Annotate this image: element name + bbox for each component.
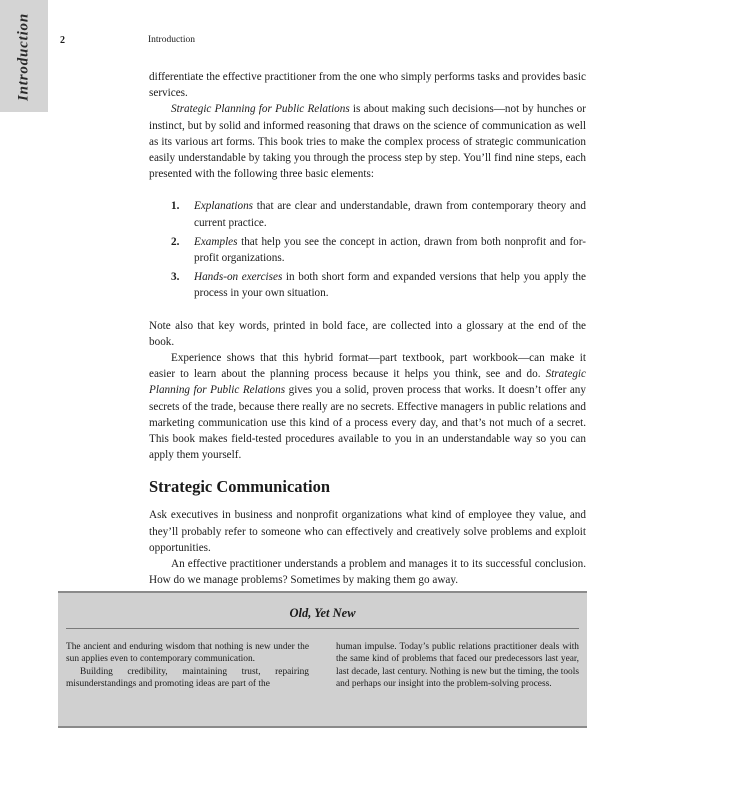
sidebar-title: Old, Yet New bbox=[289, 606, 356, 620]
book-title: Strategic Planning for Public Relations bbox=[171, 103, 350, 116]
body-paragraph-2 bbox=[149, 101, 586, 182]
side-tab-label: Introduction bbox=[15, 13, 32, 101]
list-item-term: Hands-on exercises bbox=[194, 271, 283, 284]
body-paragraph-4-lead: Experience shows that this hybrid format—part textbook, part workbook—can make it easier to learn about the planning process because it helps you think, see and do. bbox=[149, 352, 586, 381]
running-head: Introduction bbox=[148, 35, 195, 45]
list-item-term: Explanations bbox=[194, 200, 254, 213]
list-item-term: Examples bbox=[194, 235, 238, 248]
list-item bbox=[171, 198, 586, 230]
sidebar-column-right bbox=[336, 641, 579, 691]
section-heading: Strategic Communication bbox=[149, 477, 331, 497]
list-item-text: that help you see the concept in action, drawn from both nonprofit and for-profit organizations. bbox=[194, 235, 586, 265]
list-item-text: in both short form and expanded versions that help you apply the process in your own situation. bbox=[194, 271, 586, 300]
body-paragraph-5: Ask executives in business and nonprofit organizations what kind of employee they value, and they’ll probably refer to someone who can effectively and creatively solve problems and exploit opportunities. bbox=[149, 509, 586, 554]
body-paragraph-3: Note also that key words, printed in bold face, are collected into a glossary at the end of the book. bbox=[149, 319, 586, 348]
sidebar-paragraph: human impulse. Today’s public relations practitioner deals with the same kind of problems that faced our predecessors last year, last decade, last century. Nothing is new but the timing, the tools and perhaps our insight into the problem-solving process. bbox=[336, 642, 579, 690]
sidebar-paragraph: Building credibility, maintaining trust, repairing misunderstandings and promoting ideas are part of the bbox=[66, 666, 309, 690]
list-item-number: 1. bbox=[171, 200, 180, 213]
list-item bbox=[171, 234, 586, 266]
body-paragraph-4-rest: gives you a solid, proven process that works. It doesn’t offer any secrets of the trade, because there really are no secrets. Effective managers in public relations and marketing communication use this kind of a process every day, and that’s not much of a secret. This book makes field-tested procedures available to you in an understandable way so you can apply them yourself. bbox=[149, 384, 586, 462]
page-number: 2 bbox=[60, 35, 65, 46]
list-item-number: 2. bbox=[171, 235, 180, 248]
sidebar-box bbox=[58, 591, 587, 728]
list-item bbox=[171, 269, 586, 301]
chapter-side-tab bbox=[0, 0, 48, 112]
book-title: Strategic Planning for Public Relations bbox=[149, 368, 586, 397]
basic-elements-list bbox=[149, 198, 586, 301]
body-paragraph-4 bbox=[149, 350, 586, 463]
body-paragraph-1: differentiate the effective practitioner from the one who simply performs tasks and provides basic services. bbox=[149, 71, 586, 100]
list-item-text: that are clear and understandable, drawn from contemporary theory and current practice. bbox=[194, 200, 586, 229]
body-paragraph-2-text: is about making such decisions—not by hunches or instinct, but by solid and informed reasoning that draws on the science of communication as well as its various art forms. This book tries to make the complex process of strategic communication easily understandable by taking you through the process step by step. You’ll find nine steps, each presented with the following three basic elements: bbox=[149, 103, 586, 181]
sidebar-column-left bbox=[66, 641, 309, 691]
sidebar-paragraph: The ancient and enduring wisdom that nothing is new under the sun applies even to contemporary communication. bbox=[66, 642, 309, 665]
list-item-number: 3. bbox=[171, 271, 180, 284]
sidebar-columns bbox=[58, 629, 587, 691]
body-paragraph-6: An effective practitioner understands a problem and manages it to its successful conclusion. How do we manage problems? Sometimes by making them go away. bbox=[149, 558, 586, 587]
main-text-column bbox=[149, 69, 586, 588]
